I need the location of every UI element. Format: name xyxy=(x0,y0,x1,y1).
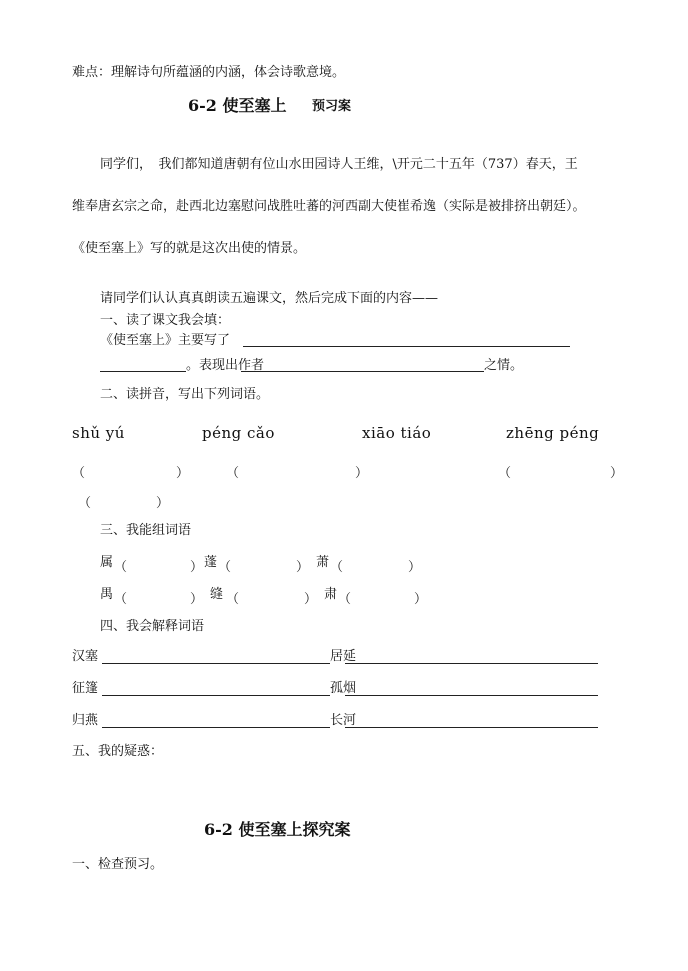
answer-paren-close-2: ） xyxy=(355,466,369,481)
paren-close: ） xyxy=(408,560,422,575)
intro-line-2: 维奉唐玄宗之命，赴西北边塞慰问战胜吐蕃的河西副大使崔希逸（实际是被排挤出朝廷）。 xyxy=(72,199,586,214)
section1-suffix: 之情。 xyxy=(484,358,524,373)
preview-title: 6-2 使至塞上 xyxy=(188,96,287,115)
answer-paren-close-1: ） xyxy=(176,466,190,481)
definition-blank[interactable] xyxy=(102,727,330,728)
definition-blank[interactable] xyxy=(345,727,598,728)
pinyin-4: zhēng péng xyxy=(506,424,600,442)
intro-line-1: 同学们， 我们都知道唐朝有位山水田园诗人王维，\开元二十五年（737）春天，王 xyxy=(100,157,578,172)
definition-blank[interactable] xyxy=(102,663,330,664)
char-yu: 禺 xyxy=(100,587,114,602)
paren-close: ） xyxy=(190,560,204,575)
paren-close: ） xyxy=(190,592,204,607)
answer-paren-close-4: ） xyxy=(156,496,170,511)
answer-paren-open-2: （ xyxy=(226,466,240,481)
term-hansai: 汉塞 xyxy=(72,649,99,664)
paren-open: （ xyxy=(114,560,128,575)
answer-paren-open-4: （ xyxy=(78,496,92,511)
term-guyan: 孤烟 xyxy=(330,681,357,696)
explore-item-1: 一、检查预习。 xyxy=(72,857,164,872)
answer-paren-close-3: ） xyxy=(610,466,624,481)
fill-blank-3[interactable] xyxy=(241,371,484,372)
term-guiyan: 归燕 xyxy=(72,713,99,728)
section1-mid: 。表现出作者 xyxy=(186,358,265,373)
char-feng: 缝 xyxy=(210,587,224,602)
paren-open: （ xyxy=(330,560,344,575)
term-zhengpeng: 征篷 xyxy=(72,681,99,696)
fill-blank-2[interactable] xyxy=(100,371,186,372)
answer-paren-open-3: （ xyxy=(498,466,512,481)
term-changhe: 长河 xyxy=(330,713,357,728)
char-peng: 蓬 xyxy=(204,555,218,570)
char-xiao: 萧 xyxy=(316,555,330,570)
term-juyan: 居延 xyxy=(330,649,357,664)
section2-heading: 二、读拼音，写出下列词语。 xyxy=(100,387,270,402)
pinyin-3: xiāo tiáo xyxy=(362,424,432,442)
section4-heading: 四、我会解释词语 xyxy=(100,619,205,634)
difficulty-line: 难点：理解诗句所蕴涵的内涵，体会诗歌意境。 xyxy=(72,65,346,80)
preview-subtitle: 预习案 xyxy=(312,99,352,114)
char-su: 肃 xyxy=(324,587,338,602)
fill-blank-1[interactable] xyxy=(243,346,570,347)
definition-blank[interactable] xyxy=(345,663,598,664)
definition-blank[interactable] xyxy=(102,695,330,696)
pinyin-1: shǔ yú xyxy=(72,424,125,442)
section3-heading: 三、我能组词语 xyxy=(100,523,192,538)
char-shu: 属 xyxy=(100,555,114,570)
definition-blank[interactable] xyxy=(345,695,598,696)
section1-heading: 一、读了课文我会填： xyxy=(100,313,231,328)
answer-paren-open-1: （ xyxy=(72,466,86,481)
paren-open: （ xyxy=(114,592,128,607)
paren-close: ） xyxy=(304,592,318,607)
explore-title: 6-2 使至塞上探究案 xyxy=(204,820,351,839)
intro-line-3: 《使至塞上》写的就是这次出使的情景。 xyxy=(72,241,307,256)
paren-open: （ xyxy=(218,560,232,575)
paren-open: （ xyxy=(338,592,352,607)
pinyin-2: péng cǎo xyxy=(202,424,275,442)
instruction-line: 请同学们认认真真朗读五遍课文，然后完成下面的内容—— xyxy=(100,291,439,306)
section5-heading: 五、我的疑惑： xyxy=(72,744,164,759)
section1-prefix: 《使至塞上》主要写了 xyxy=(100,333,231,348)
paren-open: （ xyxy=(226,592,240,607)
paren-close: ） xyxy=(414,592,428,607)
paren-close: ） xyxy=(296,560,310,575)
